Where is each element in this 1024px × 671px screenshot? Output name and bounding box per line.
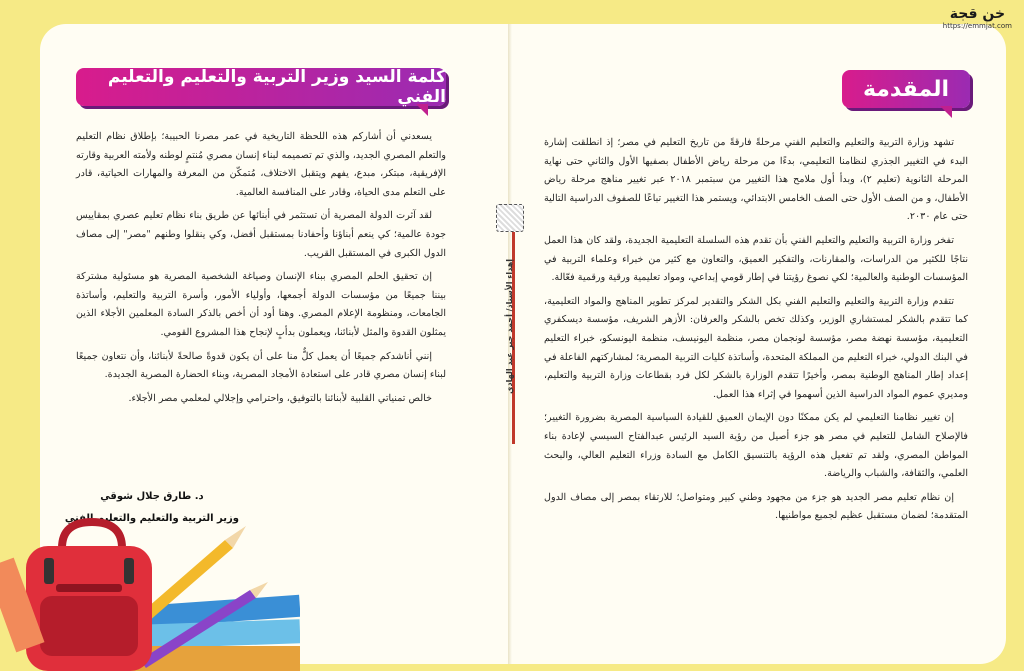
intro-paragraph: تشهد وزارة التربية والتعليم والتعليم الفني مرحلةً فارقةً من تاريخ التعليم في مصر؛ إذ انطلقت إشارة البدء في التغيير الجذري لنظامنا التعليمي، بدءًا من مرحلة رياض الأطفال بصفيها الأول والثاني حتى نهاية المرحلة الثانوية (تعليم ٢)، وبدأ أول ملامح هذا التغيير من سبتمبر ٢٠١٨ عبر تغيير مناهج مرحلة رياض الأطفال، و من الصف الأول حتى الصف الخامس الابتدائي، ويستمر هذا التغيير تباعًا للصفوف الدراسية التالية حتى عام ٢٠٣٠. bbox=[544, 137, 969, 223]
logo-text: خن قجة bbox=[949, 6, 1006, 22]
intro-paragraph: تفخر وزارة التربية والتعليم والتعليم الفني بأن تقدم هذه السلسلة التعليمية الجديدة، ولقد كان هذا العمل نتاجًا للكثير من الدراسات، والمقارنات، والتفكير العميق، والتعاون مع كثير من خبراء وعلماء التربية في المؤسسات الوطنية والعالمية؛ لكي نصوغ رؤيتنا في إطار قومي إبداعي، ومواد تعليمية ورقية ورقمية فعّالة. bbox=[544, 234, 968, 284]
minister-paragraph: إن تحقيق الحلم المصري ببناء الإنسان وصياغة الشخصية المصرية هو مسئولية مشتركة بيننا جميعًا من مؤسسات الدولة أجمعها، وأولياء الأمور، وأسرة التربية والتعليم، وأساتذة الجامعات، ومنظومة الإعلام المصري. وهنا أود أن أخص بالذكر السادة المعلمين الأجلاء الذين يمثلون القدوة والمثل لأبنائنا، ويعملون بدأبٍ لإنجاح هذا المشروع القومي. bbox=[76, 271, 446, 338]
intro-paragraph: إن تغيير نظامنا التعليمي لم يكن ممكنًا دون الإيمان العميق للقيادة السياسية المصرية بضرورة التغيير؛ فالإصلاح الشامل للتعليم في مصر هو جزء أصيل من رؤية السيد الرئيس عبدالفتاح السيسي لإعادة بناء المواطن المصري، ولقد تم تفعيل هذه الرؤية بالتنسيق الكامل مع السادة وزراء التعليم العالي، والبحث العلمي، والثقافة، والشباب والرياضة. bbox=[544, 412, 968, 480]
minister-paragraph: خالص تمنياتي القلبية لأبنائنا بالتوفيق، واحترامي وإجلالي لمعلمي مصر الأجلاء. bbox=[128, 392, 432, 404]
dedication-stamp-icon bbox=[496, 204, 524, 232]
intro-paragraph: تتقدم وزارة التربية والتعليم والتعليم الفني بكل الشكر والتقدير لمركز تطوير المناهج والمواد التعليمية، كما تتقدم بالشكر لمستشاري الوزير، وكذلك تخص بالشكر والعرفان: الأزهر الشريف، مؤسسة ديسكفري التعليمية، مؤسسة نهضة مصر، مؤسسة لونجمان مصر، منظمة اليونيسف، منظمة اليونسكو، خبراء التعليم في البنك الدولي، خبراء التعليم من المملكة المتحدة، وأساتذة كليات التربية المصرية؛ لمشاركتهم الفاعلة في إعداد إطار المناهج الوطنية بمصر، وأخيرًا تتقدم الوزارة بالشكر لكل فرد بقطاعات وزارة التربية والتعليم، ومديري عموم المواد الدراسية الذين أسهموا في إثراء هذا العمل. bbox=[544, 295, 968, 400]
signature-name: د. طارق جلال شوقي bbox=[100, 491, 204, 502]
dedication-text: إهداء الأستاذ/ أحمد جبر عبد الهادي bbox=[504, 258, 514, 394]
site-logo[interactable] bbox=[943, 6, 1012, 30]
minister-paragraph: إنني أناشدكم جميعًا أن يعمل كلٌّ منا على أن يكون قدوةً صالحةً لأبنائنا، وأن نتعاون جميعًا لبناء إنسان مصري قادر على استعادة الأمجاد المصرية، وبناء الحضارة المصرية الجديدة. bbox=[76, 350, 446, 381]
minister-heading: كلمة السيد وزير التربية والتعليم والتعليم الفني bbox=[76, 68, 446, 106]
intro-heading: المقدمة bbox=[842, 70, 970, 108]
intro-paragraph: إن نظام تعليم مصر الجديد هو جزء من مجهود وطني كبير ومتواصل؛ للارتقاء بمصر إلى مصاف الدول المتقدمة؛ لضمان مستقبل عظيم لجميع مواطنيها. bbox=[544, 491, 968, 522]
logo-url: https://emmjat.com bbox=[942, 22, 1012, 30]
backpack-icon bbox=[26, 522, 152, 671]
dedication bbox=[494, 204, 524, 448]
minister-paragraph: يسعدني أن أشاركم هذه اللحظة التاريخية في عمر مصرنا الحبيبة؛ بإطلاق نظام التعليم والتعلم المصري الجديد، والذي تم تصميمه لبناء إنسان مصري مُنتمٍ لوطنه ولأمته العربية وقارته الإفريقية، مبتكر، مبدع، يفهم ويتقبل الاختلاف، مُتمكّن من المعرفة والمهارات الحياتية، قادر على التعلم مدى الحياة، وقادر على المنافسة العالمية. bbox=[76, 131, 446, 198]
school-supplies-illustration bbox=[0, 0, 300, 671]
minister-paragraph: لقد آثرت الدولة المصرية أن تستثمر في أبنائها عن طريق بناء نظام تعليم عصري بمقاييس جودة عالمية؛ كي ينعم أبناؤنا وأحفادنا بمستقبل أفضل، وكي ينقلوا وطنهم "مصر" إلى مصاف الدول الكبرى في المستقبل القريب. bbox=[76, 210, 446, 259]
intro-text bbox=[544, 134, 968, 531]
signature-title: وزير التربية والتعليم والتعليم الفني bbox=[64, 513, 239, 524]
